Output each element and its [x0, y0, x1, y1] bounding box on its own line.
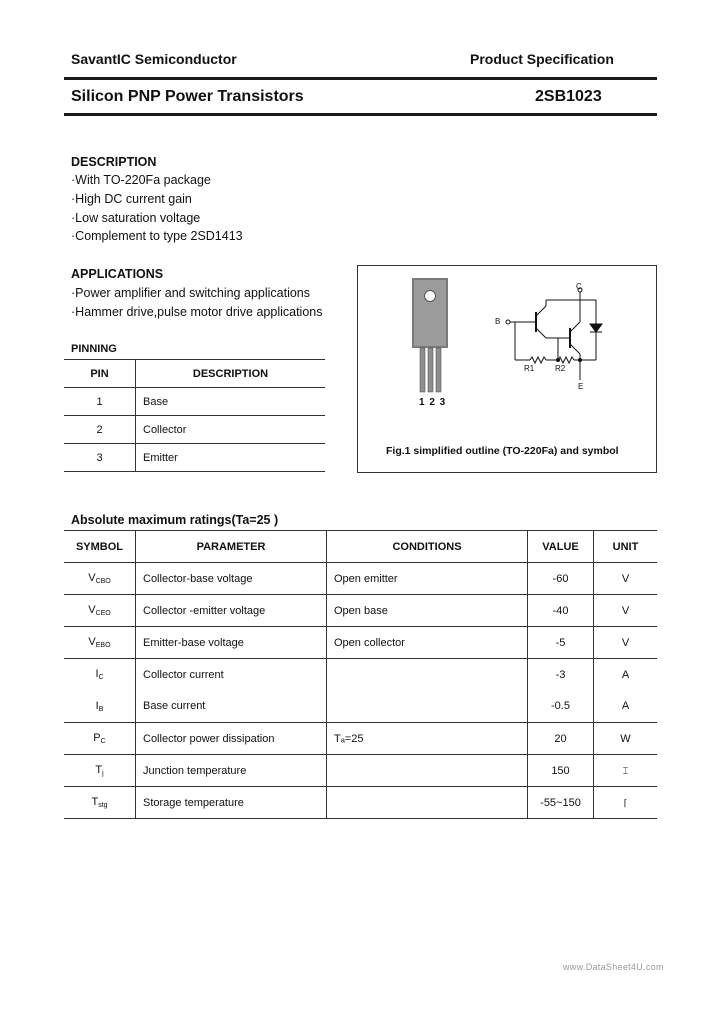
- parameter-cell: Collector current: [136, 659, 327, 691]
- unit-cell: [594, 787, 658, 819]
- applications-heading: APPLICATIONS: [71, 267, 164, 281]
- value-cell: -40: [528, 595, 594, 627]
- ratings-table: [64, 530, 657, 819]
- table-row: [64, 659, 657, 691]
- pinning-table: [64, 359, 325, 472]
- part-number: 2SB1023: [535, 88, 602, 105]
- description-list: [71, 171, 243, 246]
- symbol-cell: $P_C$: [64, 723, 136, 755]
- pin-numbers-label: 1 2 3: [419, 397, 447, 408]
- list-item: ·Power amplifier and switching applications: [71, 286, 311, 300]
- parameter-cell: Collector-base voltage: [136, 563, 327, 595]
- company-name: SavantIC Semiconductor: [71, 51, 237, 67]
- conditions-cell: Tₐ=25: [327, 723, 528, 755]
- parameter-cell: Base current: [136, 691, 327, 723]
- parameter-cell: Collector -emitter voltage: [136, 595, 327, 627]
- pin-desc-cell: Collector: [136, 416, 326, 444]
- value-cell: -5: [528, 627, 594, 659]
- conditions-cell: Open base: [327, 595, 528, 627]
- darlington-symbol-icon: [488, 280, 648, 392]
- conditions-cell: [327, 755, 528, 787]
- list-item: ·Hammer drive,pulse motor drive applications: [71, 304, 323, 319]
- unit-cell: [594, 755, 658, 787]
- parameter-cell: Emitter-base voltage: [136, 627, 327, 659]
- conditions-cell: [327, 691, 528, 723]
- conditions-cell: Open emitter: [327, 563, 528, 595]
- column-header: PARAMETER: [136, 531, 327, 563]
- unit-cell: V: [594, 627, 658, 659]
- table-row: [64, 627, 657, 659]
- column-header: DESCRIPTION: [136, 360, 326, 388]
- unit-cell: A: [594, 659, 658, 691]
- degree-glyph-icon: ⌈: [623, 797, 628, 808]
- table-row: [64, 595, 657, 627]
- value-cell: -3: [528, 659, 594, 691]
- column-header: PIN: [64, 360, 136, 388]
- emitter-label: E: [578, 382, 584, 391]
- column-header: VALUE: [528, 531, 594, 563]
- column-header: CONDITIONS: [327, 531, 528, 563]
- list-item: ·High DC current gain: [71, 191, 192, 206]
- ratings-heading: Absolute maximum ratings(Ta=25 ): [71, 513, 279, 527]
- symbol-cell: $V_{EBO}$: [64, 627, 136, 659]
- value-cell: 150: [528, 755, 594, 787]
- pin-desc-cell: Emitter: [136, 444, 326, 472]
- conditions-cell: Open collector: [327, 627, 528, 659]
- r1-label: R1: [524, 364, 535, 373]
- pin-cell: 3: [64, 444, 136, 472]
- degree-glyph-icon: ⌶: [622, 765, 629, 776]
- to220-package-icon: [404, 276, 464, 394]
- pin-desc-cell: Base: [136, 388, 326, 416]
- header-rule: [64, 77, 657, 80]
- value-cell: 20: [528, 723, 594, 755]
- title-rule: [64, 113, 657, 116]
- list-item: ·Low saturation voltage: [71, 210, 201, 225]
- table-header-row: [64, 531, 657, 563]
- figure-caption: Fig.1 simplified outline (TO-220Fa) and symbol: [386, 445, 619, 457]
- table-row: [64, 691, 657, 723]
- value-cell: -0.5: [528, 691, 594, 723]
- column-header: UNIT: [594, 531, 658, 563]
- symbol-cell: $V_{CBO}$: [64, 563, 136, 595]
- symbol-cell: $V_{CEO}$: [64, 595, 136, 627]
- pinning-heading: PINNING: [71, 343, 117, 355]
- unit-cell: V: [594, 563, 658, 595]
- table-row: [64, 787, 657, 819]
- value-cell: -55~150: [528, 787, 594, 819]
- symbol-cell: $T_{stg}$: [64, 787, 136, 819]
- table-row: [64, 563, 657, 595]
- table-row: [64, 723, 657, 755]
- description-heading: DESCRIPTION: [71, 155, 157, 169]
- collector-label: C: [576, 282, 582, 291]
- symbol-cell: $I_B$: [64, 691, 136, 723]
- pin-cell: 2: [64, 416, 136, 444]
- figure-box: [357, 265, 657, 473]
- table-header-row: [64, 360, 325, 388]
- unit-cell: V: [594, 595, 658, 627]
- footer-watermark: www.DataSheet4U.com: [563, 962, 664, 972]
- conditions-cell: [327, 787, 528, 819]
- unit-cell: A: [594, 691, 658, 723]
- unit-cell: W: [594, 723, 658, 755]
- r2-label: R2: [555, 364, 566, 373]
- table-row: [64, 388, 325, 416]
- value-cell: -60: [528, 563, 594, 595]
- symbol-cell: $I_C$: [95, 668, 104, 682]
- column-header: SYMBOL: [64, 531, 136, 563]
- applications-list: [71, 284, 322, 322]
- list-item: ·With TO-220Fa package: [71, 173, 211, 187]
- table-row: [64, 416, 325, 444]
- table-row: [64, 444, 325, 472]
- base-label: B: [495, 317, 501, 326]
- product-line: Silicon PNP Power Transistors: [71, 88, 304, 105]
- list-item: ·Complement to type 2SD1413: [71, 229, 243, 244]
- pin-cell: 1: [64, 388, 136, 416]
- parameter-cell: Collector power dissipation: [136, 723, 327, 755]
- parameter-cell: Junction temperature: [136, 755, 327, 787]
- table-row: [64, 755, 657, 787]
- conditions-cell: [327, 659, 528, 691]
- parameter-cell: Storage temperature: [136, 787, 327, 819]
- symbol-cell: $T_j$: [64, 755, 136, 787]
- doc-type: Product Specification: [470, 51, 614, 67]
